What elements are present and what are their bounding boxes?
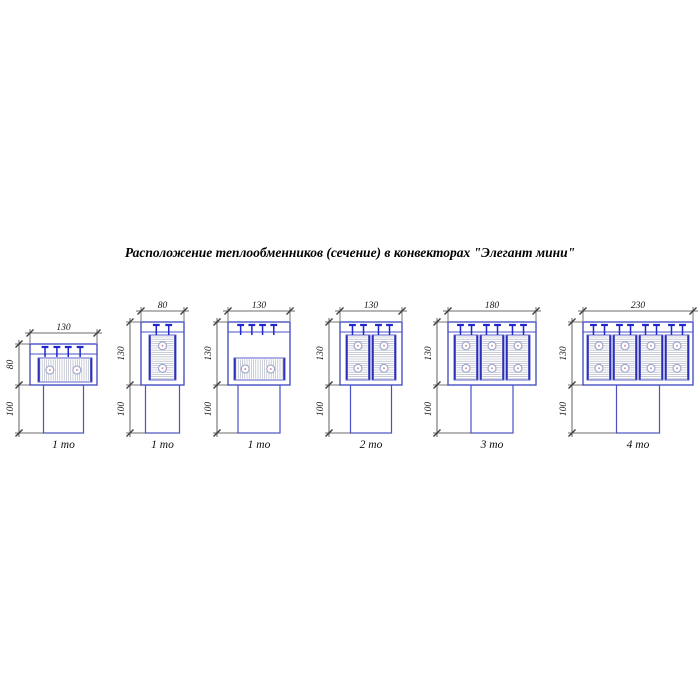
floor-duct	[238, 385, 280, 433]
dimension-label: 130	[251, 301, 267, 311]
tube-center-mark	[162, 367, 164, 369]
tube-center-mark	[465, 367, 467, 369]
heat-exchangers	[234, 358, 285, 380]
diagram-caption: 4 то	[626, 439, 650, 451]
floor-duct	[351, 385, 392, 433]
dimension-label: 80	[6, 359, 16, 370]
diagram-caption: 1 то	[151, 439, 174, 451]
heat-exchangers	[454, 335, 530, 380]
dimension-label: 80	[157, 301, 168, 311]
convector-diagram-180x130-3to	[424, 301, 541, 451]
dimension-label: 100	[559, 401, 569, 417]
dimension-label: 130	[204, 346, 214, 361]
dimension-width	[335, 301, 407, 321]
dimension-width	[223, 301, 295, 321]
dimension-label: 100	[424, 401, 434, 417]
dimension-width	[578, 301, 698, 321]
heat-exchanger-unit	[480, 335, 504, 380]
floor-duct	[44, 385, 84, 433]
tube-center-mark	[676, 345, 678, 347]
dimension-width	[25, 323, 102, 343]
tube-center-mark	[598, 345, 600, 347]
heat-exchanger-unit	[38, 358, 92, 382]
dimension-label: 130	[559, 346, 569, 361]
dimension-label: 100	[316, 401, 326, 417]
heat-exchanger-unit	[506, 335, 530, 380]
tube-center-mark	[465, 345, 467, 347]
heat-exchanger-unit	[587, 335, 611, 380]
heat-exchanger-unit	[234, 358, 285, 380]
tube-center-mark	[270, 368, 272, 370]
tube-center-mark	[357, 367, 359, 369]
heat-exchanger-unit	[613, 335, 637, 380]
tube-center-mark	[491, 367, 493, 369]
tube-center-mark	[650, 345, 652, 347]
diagram-caption: 1 то	[52, 439, 75, 451]
tube-center-mark	[517, 345, 519, 347]
heat-exchanger-unit	[149, 335, 176, 380]
dimension-label: 130	[316, 346, 326, 361]
diagram-caption: 2 то	[359, 439, 383, 451]
heat-exchanger-unit	[665, 335, 689, 380]
tube-center-mark	[676, 367, 678, 369]
tube-center-mark	[517, 367, 519, 369]
floor-duct	[146, 385, 180, 433]
dimension-label: 130	[424, 346, 434, 361]
convector-diagram-80x130-1to	[117, 301, 189, 451]
tube-center-mark	[76, 369, 78, 371]
tube-center-mark	[383, 367, 385, 369]
dimension-label: 130	[117, 346, 127, 361]
dimension-width	[443, 301, 541, 321]
dimension-label: 230	[630, 301, 646, 311]
diagram-caption: 1 то	[247, 439, 271, 451]
tube-center-mark	[650, 367, 652, 369]
tube-center-mark	[491, 345, 493, 347]
dimension-width	[136, 301, 189, 321]
floor-duct	[471, 385, 513, 433]
tube-center-mark	[624, 345, 626, 347]
diagram-caption: 3 то	[480, 439, 504, 451]
tube-center-mark	[598, 367, 600, 369]
dimension-label: 130	[56, 323, 71, 333]
tube-center-mark	[357, 345, 359, 347]
tube-center-mark	[244, 368, 246, 370]
dimension-label: 130	[363, 301, 379, 311]
tube-center-mark	[162, 345, 164, 347]
heat-exchanger-unit	[346, 335, 370, 380]
heat-exchangers	[38, 358, 92, 382]
heat-exchanger-unit	[372, 335, 396, 380]
drawing-title: Расположение теплообменников (сечение) в конвекторах "Элегант мини"	[124, 245, 576, 260]
heat-exchanger-unit	[454, 335, 478, 380]
convector-diagram-130x130-2to	[316, 301, 407, 451]
convector-diagram-130x80-1to	[6, 323, 102, 451]
floor-duct	[617, 385, 660, 433]
dimension-label: 100	[6, 401, 16, 417]
dimension-label: 100	[117, 401, 127, 417]
convector-diagram-230x130-4to	[559, 301, 698, 451]
dimension-label: 180	[484, 301, 500, 311]
tube-center-mark	[49, 369, 51, 371]
tube-center-mark	[624, 367, 626, 369]
convector-diagram-130x130-1to	[204, 301, 295, 451]
heat-exchanger-unit	[639, 335, 663, 380]
heat-exchangers	[149, 335, 176, 380]
tube-center-mark	[383, 345, 385, 347]
dimension-label: 100	[204, 401, 214, 417]
